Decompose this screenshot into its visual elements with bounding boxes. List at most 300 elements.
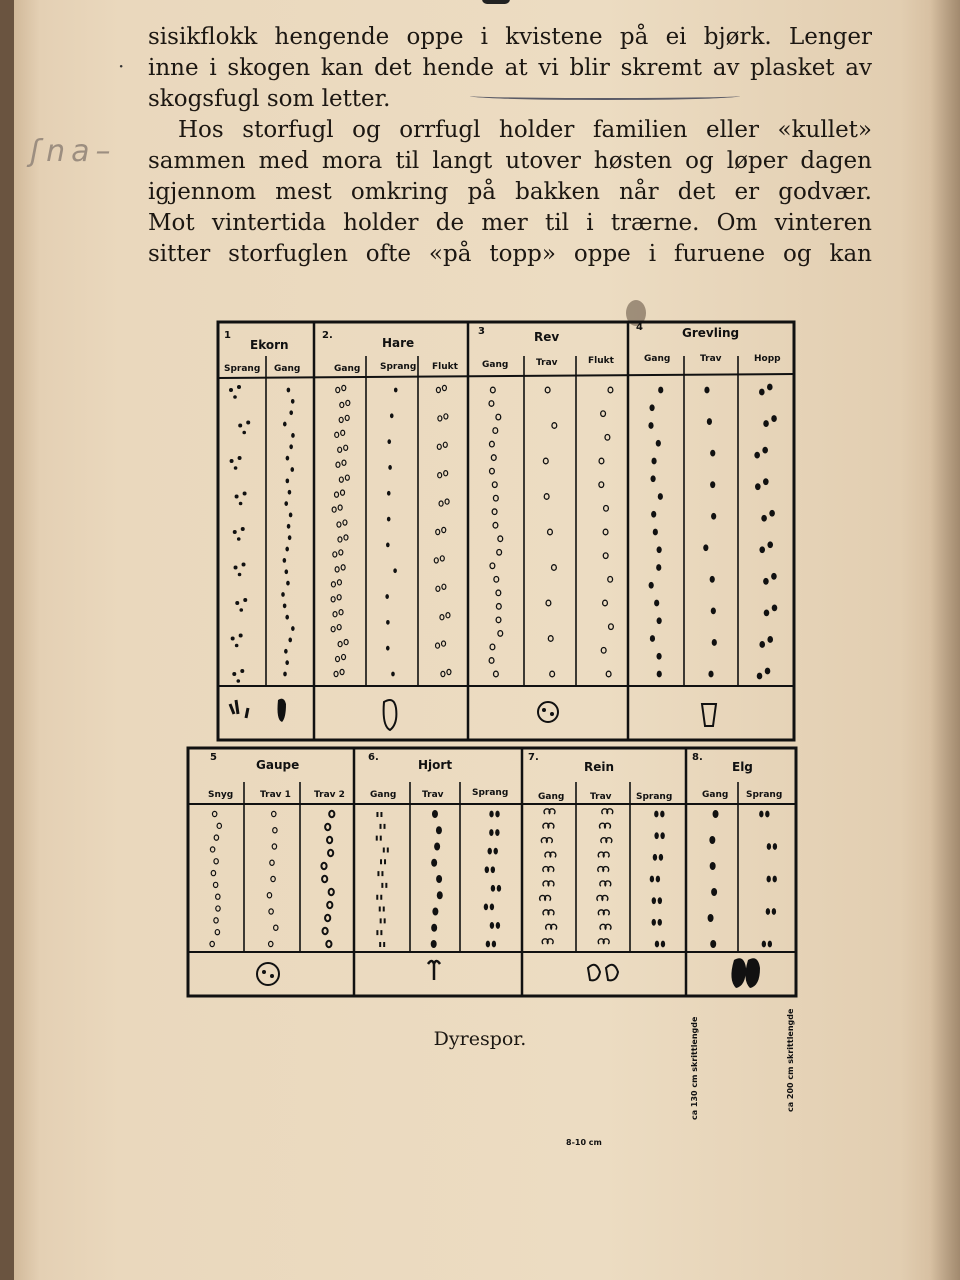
- track-mark: [710, 576, 715, 583]
- track-mark: [326, 941, 331, 947]
- track-mark: [391, 672, 395, 677]
- gaupe-paw-toe: [262, 970, 266, 974]
- track-mark: [393, 568, 397, 573]
- track-mark: [654, 811, 658, 818]
- track-mark: [498, 536, 503, 542]
- track-mark: [608, 387, 613, 393]
- track-mark: [497, 549, 502, 555]
- track-mark: [269, 909, 273, 914]
- section-number: 2.: [322, 330, 333, 341]
- track-mark: [239, 502, 243, 506]
- track-mark: [234, 566, 238, 570]
- section-number: 4: [636, 322, 643, 333]
- track-mark: [545, 852, 556, 857]
- text-line: sitter storfuglen ofte «på topp» oppe i furuene og kan: [148, 241, 872, 267]
- track-mark: [661, 941, 665, 948]
- track-mark: [329, 811, 334, 817]
- track-mark: [550, 671, 555, 677]
- track-mark: [442, 584, 446, 589]
- track-mark: [540, 895, 551, 900]
- track-mark: [341, 565, 345, 570]
- track-mark: [236, 679, 240, 683]
- column-label: Sprang: [224, 364, 261, 374]
- column-label: Sprang: [380, 362, 417, 372]
- track-mark: [711, 513, 716, 520]
- track-mark: [598, 867, 609, 872]
- track-mark: [492, 941, 496, 948]
- track-mark: [704, 387, 709, 394]
- track-mark: [544, 494, 549, 500]
- track-mark: [599, 482, 604, 488]
- track-mark: [489, 441, 494, 447]
- track-mark: [283, 672, 287, 677]
- track-mark: [658, 493, 663, 500]
- track-mark: [710, 481, 715, 488]
- track-mark: [321, 863, 326, 869]
- section-title: Grevling: [682, 326, 740, 340]
- hjort-hoof-icon: [428, 961, 440, 980]
- section-title: Rev: [534, 330, 560, 344]
- track-mark: [377, 812, 381, 817]
- track-mark: [438, 416, 442, 421]
- track-mark: [543, 910, 554, 915]
- track-mark: [343, 520, 347, 525]
- track-mark: [431, 859, 437, 867]
- track-mark: [552, 565, 557, 571]
- section-title: Hare: [382, 336, 415, 350]
- track-mark: [709, 836, 715, 844]
- track-mark: [543, 458, 548, 464]
- track-mark: [274, 925, 278, 930]
- track-mark: [767, 876, 771, 883]
- track-mark: [490, 468, 495, 474]
- track-mark: [546, 600, 551, 606]
- track-mark: [336, 656, 340, 661]
- margin-dot: ·: [118, 54, 125, 78]
- track-mark: [436, 826, 442, 834]
- track-mark: [388, 465, 392, 470]
- track-mark: [432, 810, 438, 818]
- column-label: Sprang: [746, 790, 783, 800]
- track-mark: [757, 673, 763, 680]
- track-mark: [381, 824, 385, 829]
- rev-paw-toe: [542, 708, 546, 712]
- track-mark: [762, 447, 768, 454]
- track-mark: [327, 902, 332, 908]
- rev-paw-icon: [538, 702, 558, 722]
- track-mark: [601, 648, 606, 654]
- track-mark: [489, 401, 494, 407]
- track-mark: [210, 941, 214, 946]
- track-mark: [386, 543, 390, 548]
- track-mark: [497, 885, 501, 892]
- track-mark: [766, 908, 770, 915]
- track-mark: [768, 941, 772, 948]
- track-mark: [767, 384, 773, 391]
- track-mark: [546, 924, 557, 929]
- track-mark: [289, 513, 293, 518]
- track-mark: [335, 432, 339, 437]
- grevling-paw-icon: [702, 704, 716, 726]
- track-mark: [230, 459, 234, 463]
- track-mark: [377, 836, 381, 841]
- track-mark: [605, 435, 610, 441]
- track-mark: [285, 569, 289, 574]
- column-label: Gang: [538, 792, 565, 802]
- ekorn-foot-icon: [278, 699, 287, 722]
- track-mark: [284, 501, 288, 506]
- track-mark: [598, 852, 609, 857]
- track-mark: [289, 444, 293, 449]
- track-mark: [445, 499, 449, 504]
- measurement-label: ca 130 cm skrittlengde: [690, 1016, 699, 1120]
- track-mark: [331, 582, 335, 587]
- track-mark: [381, 859, 385, 864]
- track-mark: [337, 522, 341, 527]
- track-mark: [653, 854, 657, 861]
- measurement-label: ca 200 cm skrittlengde: [786, 1008, 795, 1112]
- track-mark: [755, 483, 761, 490]
- track-mark: [243, 492, 247, 496]
- track-mark: [498, 631, 503, 637]
- section-title: Gaupe: [256, 758, 300, 772]
- figure-caption: Dyrespor.: [433, 1028, 527, 1050]
- track-mark: [342, 654, 346, 659]
- track-mark: [272, 844, 276, 849]
- track-mark: [496, 922, 500, 929]
- track-mark: [444, 414, 448, 419]
- column-label: Trav: [700, 354, 722, 364]
- track-mark: [394, 388, 398, 393]
- track-mark: [434, 843, 440, 851]
- track-mark: [491, 885, 495, 892]
- track-mark: [341, 490, 345, 495]
- track-mark: [267, 893, 271, 898]
- track-mark: [650, 475, 655, 482]
- track-mark: [440, 556, 444, 561]
- track-mark: [708, 914, 714, 922]
- track-mark: [380, 942, 384, 947]
- track-mark: [651, 458, 656, 465]
- track-mark: [216, 906, 220, 911]
- track-mark: [390, 413, 394, 418]
- track-mark: [654, 600, 659, 607]
- track-mark: [291, 626, 295, 631]
- track-mark: [242, 563, 246, 567]
- header-rule: [218, 374, 794, 378]
- track-mark: [436, 529, 440, 534]
- column-label: Sprang: [472, 788, 509, 798]
- track-mark: [213, 882, 217, 887]
- track-mark: [344, 640, 348, 645]
- track-mark: [437, 891, 443, 899]
- track-mark: [711, 607, 716, 614]
- track-mark: [216, 894, 220, 899]
- track-mark: [328, 850, 333, 856]
- track-mark: [338, 447, 342, 452]
- track-mark: [484, 903, 488, 910]
- track-mark: [290, 467, 294, 472]
- track-mark: [657, 617, 662, 624]
- track-mark: [492, 509, 497, 515]
- track-mark: [495, 829, 499, 836]
- track-mark: [710, 450, 715, 457]
- section-title: Rein: [584, 760, 615, 774]
- text-line: sammen med mora til langt utover høsten og løper dagen: [148, 148, 872, 174]
- track-mark: [713, 810, 719, 818]
- track-mark: [765, 811, 769, 818]
- section-number: 7.: [528, 752, 539, 763]
- track-mark: [333, 612, 337, 617]
- column-label: Gang: [370, 790, 397, 800]
- track-mark: [439, 501, 443, 506]
- track-mark: [762, 941, 766, 948]
- track-mark: [650, 876, 654, 883]
- column-label: Trav 1: [260, 790, 291, 800]
- text-line: Hos storfugl og orrfugl holder familien eller «kullet»: [178, 117, 872, 143]
- track-mark: [215, 930, 219, 935]
- track-mark: [493, 428, 498, 434]
- track-mark: [378, 871, 382, 876]
- column-label: Gang: [702, 790, 729, 800]
- track-mark: [325, 915, 330, 921]
- track-mark: [242, 431, 246, 435]
- track-mark: [496, 414, 501, 420]
- section-number: 6.: [368, 752, 379, 763]
- track-mark: [446, 613, 450, 618]
- track-mark: [552, 423, 557, 429]
- track-mark: [765, 668, 771, 675]
- section-number: 3: [478, 326, 485, 337]
- track-mark: [288, 535, 292, 540]
- track-mark: [214, 835, 218, 840]
- track-mark: [658, 897, 662, 904]
- track-mark: [239, 634, 243, 638]
- track-mark: [286, 456, 290, 461]
- track-mark: [493, 522, 498, 528]
- track-mark: [229, 388, 233, 392]
- track-mark: [652, 919, 656, 926]
- track-mark: [754, 452, 760, 459]
- track-mark: [239, 608, 243, 612]
- track-mark: [437, 444, 441, 449]
- track-mark: [283, 558, 287, 563]
- track-mark: [271, 876, 275, 881]
- track-mark: [286, 581, 290, 586]
- track-mark: [489, 811, 493, 818]
- track-mark: [767, 636, 773, 643]
- track-mark: [703, 544, 708, 551]
- text-line: Mot vintertida holder de mer til i trærne. Om vinteren: [148, 210, 872, 236]
- track-mark: [269, 941, 273, 946]
- track-mark: [608, 577, 613, 583]
- body-text: [148, 22, 872, 270]
- track-mark: [432, 908, 438, 916]
- track-mark: [333, 552, 337, 557]
- track-mark: [648, 422, 653, 429]
- track-mark: [214, 859, 218, 864]
- track-mark: [337, 595, 341, 600]
- track-mark: [331, 597, 335, 602]
- track-mark: [337, 625, 341, 630]
- track-mark: [492, 482, 497, 488]
- track-mark: [322, 876, 327, 882]
- track-mark: [597, 895, 608, 900]
- track-mark: [234, 466, 238, 470]
- track-mark: [385, 594, 389, 599]
- track-mark: [384, 847, 388, 852]
- track-mark: [489, 658, 494, 664]
- track-mark: [443, 442, 447, 447]
- track-mark: [601, 838, 612, 843]
- track-mark: [338, 505, 342, 510]
- track-mark: [548, 636, 553, 642]
- track-mark: [603, 600, 608, 606]
- track-mark: [541, 838, 552, 843]
- track-mark: [444, 471, 448, 476]
- tracks-drawing: [178, 312, 808, 1002]
- rev-paw-toe: [550, 712, 554, 716]
- track-mark: [288, 490, 292, 495]
- track-mark: [759, 546, 765, 553]
- track-mark: [660, 832, 664, 839]
- column-label: Gang: [334, 364, 361, 374]
- track-mark: [658, 387, 663, 394]
- page-edge-shadow: [930, 0, 960, 1280]
- section-number: 1: [224, 330, 231, 341]
- track-mark: [431, 940, 437, 948]
- track-mark: [340, 402, 344, 407]
- track-mark: [337, 580, 341, 585]
- track-mark: [657, 671, 662, 678]
- track-mark: [327, 837, 332, 843]
- track-mark: [493, 495, 498, 501]
- track-mark: [341, 430, 345, 435]
- track-mark: [344, 535, 348, 540]
- track-mark: [653, 529, 658, 536]
- book-spine: [0, 0, 14, 1280]
- track-mark: [438, 473, 442, 478]
- track-mark: [329, 889, 334, 895]
- track-mark: [604, 506, 609, 512]
- track-mark: [495, 811, 499, 818]
- track-mark: [763, 578, 769, 585]
- column-label: Gang: [274, 364, 301, 374]
- track-mark: [380, 907, 384, 912]
- track-mark: [436, 875, 442, 883]
- track-mark: [238, 573, 242, 577]
- track-mark: [649, 404, 654, 411]
- section-title: Hjort: [418, 758, 453, 772]
- track-mark: [491, 866, 495, 873]
- track-mark: [602, 809, 613, 814]
- track-mark: [285, 615, 289, 620]
- track-mark: [599, 458, 604, 464]
- page-number-fragment: [482, 0, 510, 4]
- track-mark: [345, 475, 349, 480]
- track-mark: [707, 418, 712, 425]
- column-label: Trav: [590, 792, 612, 802]
- track-mark: [342, 385, 346, 390]
- track-mark: [548, 529, 553, 535]
- section-title: Ekorn: [250, 338, 289, 352]
- track-mark: [772, 908, 776, 915]
- track-mark: [711, 888, 717, 896]
- track-mark: [214, 918, 218, 923]
- hare-foot-icon: [384, 700, 397, 730]
- track-mark: [490, 903, 494, 910]
- track-mark: [649, 582, 654, 589]
- track-mark: [659, 854, 663, 861]
- track-mark: [238, 424, 242, 428]
- track-mark: [342, 460, 346, 465]
- track-mark: [660, 811, 664, 818]
- track-mark: [212, 811, 216, 816]
- track-mark: [237, 537, 241, 541]
- track-mark: [289, 410, 293, 415]
- track-mark: [246, 421, 250, 425]
- column-label: Hopp: [754, 354, 781, 364]
- section-title: Elg: [732, 760, 753, 774]
- track-mark: [233, 395, 237, 399]
- track-mark: [542, 939, 553, 944]
- track-mark: [496, 617, 501, 623]
- track-mark: [442, 527, 446, 532]
- column-label: Flukt: [588, 356, 614, 366]
- column-label: Flukt: [432, 362, 458, 372]
- track-mark: [338, 642, 342, 647]
- track-mark: [543, 823, 554, 828]
- text-line: skogsfugl som letter.: [148, 86, 391, 112]
- track-mark: [598, 939, 609, 944]
- track-mark: [656, 876, 660, 883]
- track-mark: [708, 671, 713, 678]
- track-mark: [489, 829, 493, 836]
- track-mark: [496, 590, 501, 596]
- track-mark: [336, 387, 340, 392]
- track-mark: [763, 478, 769, 485]
- track-mark: [331, 627, 335, 632]
- track-mark: [240, 669, 244, 673]
- track-mark: [436, 387, 440, 392]
- text-line: igjennom mest omkring på bakken når det er godvær.: [148, 179, 872, 205]
- track-mark: [485, 866, 489, 873]
- track-mark: [771, 415, 777, 422]
- track-mark: [273, 828, 277, 833]
- track-mark: [281, 592, 285, 597]
- track-mark: [600, 924, 611, 929]
- track-mark: [494, 577, 499, 583]
- track-mark: [652, 897, 656, 904]
- track-mark: [211, 870, 215, 875]
- track-mark: [599, 823, 610, 828]
- track-mark: [491, 455, 496, 461]
- track-mark: [335, 492, 339, 497]
- track-mark: [332, 507, 336, 512]
- track-mark: [386, 620, 390, 625]
- track-mark: [544, 809, 555, 814]
- track-mark: [287, 524, 291, 529]
- track-mark: [382, 883, 386, 888]
- track-mark: [291, 399, 295, 404]
- track-mark: [217, 823, 221, 828]
- track-mark: [658, 919, 662, 926]
- track-mark: [543, 867, 554, 872]
- track-mark: [283, 603, 287, 608]
- track-mark: [486, 941, 490, 948]
- track-mark: [235, 601, 239, 605]
- track-mark: [771, 573, 777, 580]
